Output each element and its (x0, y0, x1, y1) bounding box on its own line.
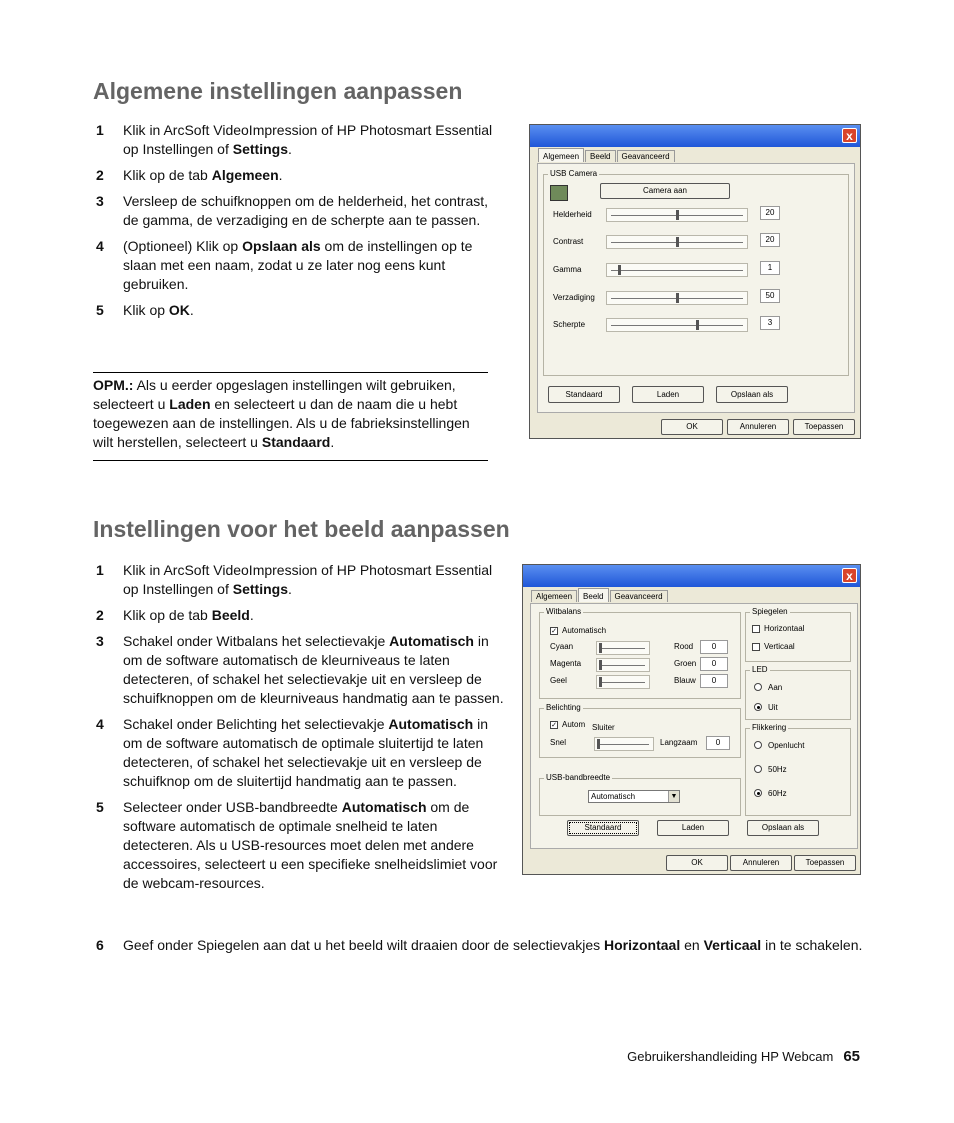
slider-thumb[interactable] (676, 237, 679, 247)
settings-dialog-general (529, 124, 861, 439)
step-number: 1 (96, 562, 104, 578)
radio-label: Aan (768, 683, 783, 692)
step-bold: Automatisch (389, 633, 474, 649)
tab-algemeen[interactable]: Algemeen (531, 590, 577, 602)
slider-thumb[interactable] (599, 643, 602, 653)
slider-value[interactable]: 3 (760, 316, 780, 330)
step-number: 4 (96, 238, 104, 254)
group-label: Belichting (546, 703, 581, 712)
step-number: 2 (96, 167, 104, 183)
group-label: Spiegelen (752, 607, 788, 616)
list-item (96, 121, 506, 159)
save-as-button[interactable]: Opslaan als (747, 820, 819, 836)
group-label: USB Camera (550, 169, 598, 178)
led-group (745, 665, 851, 720)
note-bold: Standaard (261, 434, 331, 450)
outdoor-radio[interactable] (754, 741, 762, 749)
apply-button[interactable]: Toepassen (793, 419, 855, 435)
step-text: Klik op de tab (123, 607, 212, 623)
step-text-end: . (249, 607, 254, 623)
save-as-button[interactable]: Opslaan als (716, 386, 788, 403)
note-text: . (330, 434, 335, 450)
slow-label: Langzaam (660, 738, 698, 747)
step-number: 5 (96, 799, 104, 815)
step-text-end: in om de software automatisch de optimale sluitertijd te laten detecteren, of schakel het selectievakje uit en versleep de schuifknop om de sluitertijd handmatig aan te passen. (123, 716, 488, 789)
step-text-end: . (287, 581, 292, 597)
page-number: 65 (843, 1048, 860, 1065)
shutter-slider[interactable] (594, 737, 654, 751)
step-bold: Opslaan als (242, 238, 321, 254)
general-steps-list (96, 121, 506, 327)
dialog-titlebar (530, 125, 860, 147)
step-text-end: in om de software automatisch de kleurniveaus te laten detecteren, of schakel het selectievakje uit en versleep de schuifknoppen om de kleurniveaus handmatig aan te passen. (123, 633, 504, 706)
step-bold: OK (168, 302, 190, 318)
step-number: 2 (96, 607, 104, 623)
list-item (96, 301, 506, 320)
dialog-tabs (531, 590, 669, 602)
list-item (96, 936, 866, 955)
slider-scherpte[interactable] (606, 318, 748, 332)
step-text: Selecteer onder USB-bandbreedte (123, 799, 342, 815)
slider-label: Scherpte (553, 320, 586, 329)
select-value: Automatisch (591, 792, 636, 801)
color-left-label: Geel (550, 676, 567, 685)
list-item (96, 632, 506, 708)
radio-label: 50Hz (768, 765, 787, 774)
step-bold: Settings (232, 141, 288, 157)
slider-label: Gamma (553, 265, 582, 274)
color-right-label: Blauw (674, 676, 696, 685)
dialog-titlebar (523, 565, 860, 587)
step-text: Versleep de schuifknoppen om de helderheid, het contrast, de gamma, de verzadiging en de scherpte aan te passen. (123, 193, 489, 228)
cancel-button[interactable]: Annuleren (730, 855, 792, 871)
slider-label: Contrast (553, 237, 584, 246)
note-text: en selecteert u dan de naam die u hebt toegewezen aan de instellingen. Als u de fabrieksinstellingen wilt herstellen, selecteert u (93, 396, 470, 450)
color-right-label: Groen (674, 659, 697, 668)
color-slider[interactable] (596, 658, 650, 672)
step-number: 4 (96, 716, 104, 732)
group-label: Flikkering (752, 723, 787, 732)
radio-label: 60Hz (768, 789, 787, 798)
auto-white-balance-checkbox[interactable]: ✓ (551, 628, 557, 635)
slider-thumb[interactable] (696, 320, 699, 330)
slider-verzadiging[interactable] (606, 291, 748, 305)
step-text: Geef onder Spiegelen aan dat u het beeld wilt draaien door de selectievakjes (123, 937, 604, 953)
step-text-end: . (287, 141, 292, 157)
chevron-down-icon: ▼ (668, 791, 679, 802)
color-slider[interactable] (596, 641, 650, 655)
step-text: Schakel onder Witbalans het selectievakje (123, 633, 390, 649)
cancel-button[interactable]: Annuleren (727, 419, 789, 435)
step-text: en (680, 937, 704, 953)
step-number: 3 (96, 193, 104, 209)
color-right-label: Rood (674, 642, 694, 651)
list-item (96, 192, 506, 230)
step-bold: Verticaal (703, 937, 762, 953)
step-bold: Settings (232, 581, 288, 597)
checkbox-label: Autom (562, 720, 586, 729)
slider-value[interactable]: 50 (760, 289, 780, 303)
list-item (96, 237, 506, 294)
60hz-radio[interactable] (754, 789, 762, 797)
slider-label: Verzadiging (553, 293, 595, 302)
50hz-radio[interactable] (754, 765, 762, 773)
color-value[interactable]: 0 (700, 657, 728, 671)
step-text: Klik op de tab (123, 167, 212, 183)
close-button[interactable]: x (842, 128, 857, 143)
note-bold: Laden (169, 396, 211, 412)
step-number: 3 (96, 633, 104, 649)
slider-helderheid[interactable] (606, 208, 748, 222)
list-item (96, 715, 506, 791)
color-value[interactable]: 0 (700, 674, 728, 688)
group-label: LED (752, 665, 768, 674)
flicker-group (745, 723, 851, 816)
step-bold: Automatisch (341, 799, 427, 815)
slider-contrast[interactable] (606, 235, 748, 249)
footer-text: Gebruikershandleiding HP Webcam (627, 1049, 834, 1064)
section-title-general: Algemene instellingen aanpassen (93, 78, 463, 104)
shutter-label: Sluiter (592, 723, 615, 732)
exposure-group (539, 703, 741, 758)
white-balance-group (539, 607, 741, 699)
note-label: OPM.: (93, 377, 134, 393)
radio-label: Uit (768, 703, 778, 712)
step-bold: Beeld (211, 607, 250, 623)
list-item (96, 798, 506, 893)
slider-value[interactable]: 1 (760, 261, 780, 275)
image-steps-list-cont (96, 936, 866, 962)
usb-bandwidth-group (539, 773, 741, 816)
usb-bandwidth-select[interactable] (588, 790, 680, 803)
tab-algemeen[interactable]: Algemeen (538, 148, 584, 162)
apply-button[interactable]: Toepassen (794, 855, 856, 871)
ok-button[interactable]: OK (661, 419, 723, 435)
step-text: Klik in ArcSoft VideoImpression of HP Photosmart Essential op Instellingen of (123, 562, 493, 597)
slider-thumb[interactable] (597, 739, 600, 749)
color-value[interactable]: 0 (700, 640, 728, 654)
tab-beeld[interactable]: Beeld (585, 150, 615, 162)
section-title-image: Instellingen voor het beeld aanpassen (93, 516, 510, 542)
led-off-radio[interactable] (754, 703, 762, 711)
step-text-end: . (189, 302, 194, 318)
step-bold: Algemeen (211, 167, 279, 183)
list-item (96, 561, 506, 599)
slider-label: Helderheid (553, 210, 592, 219)
fast-label: Snel (550, 738, 567, 747)
step-text-end: . (278, 167, 283, 183)
vertical-checkbox[interactable] (752, 643, 760, 651)
step-text-end: om de instellingen op te slaan met een naam, zodat u ze later nog eens kunt gebruiken. (123, 238, 473, 292)
checkbox-label: Verticaal (764, 642, 795, 651)
slider-value[interactable]: 20 (760, 206, 780, 220)
color-slider[interactable] (596, 675, 650, 689)
camera-icon (550, 185, 568, 201)
standard-button[interactable]: Standaard (548, 386, 620, 403)
ok-button[interactable]: OK (666, 855, 728, 871)
slider-thumb[interactable] (676, 210, 679, 220)
load-button[interactable]: Laden (657, 820, 729, 836)
tab-geavanceerd[interactable]: Geavanceerd (610, 590, 668, 602)
list-item (96, 606, 506, 625)
standard-button[interactable]: Standaard (567, 820, 639, 836)
group-label: Witbalans (546, 607, 582, 616)
step-text: Schakel onder Belichting het selectievakje (123, 716, 389, 732)
image-steps-list (96, 561, 506, 900)
step-number: 1 (96, 122, 104, 138)
dialog-tabs (538, 150, 676, 162)
tab-beeld[interactable]: Beeld (578, 588, 608, 602)
slider-thumb[interactable] (599, 677, 602, 687)
page-footer (627, 1048, 860, 1065)
checkbox-label: Horizontaal (764, 624, 805, 633)
slider-gamma[interactable] (606, 263, 748, 277)
camera-on-button[interactable]: Camera aan (600, 183, 730, 199)
checkbox-label: Automatisch (562, 626, 607, 635)
step-number: 6 (96, 937, 104, 953)
slider-value[interactable]: 20 (760, 233, 780, 247)
note-box (93, 372, 488, 461)
close-button[interactable]: x (842, 568, 857, 583)
step-bold: Horizontaal (604, 937, 681, 953)
shutter-value[interactable]: 0 (706, 736, 730, 750)
group-label: USB-bandbreedte (546, 773, 611, 782)
step-text: (Optioneel) Klik op (123, 238, 243, 254)
slider-thumb[interactable] (618, 265, 621, 275)
mirror-group (745, 607, 851, 662)
step-bold: Automatisch (388, 716, 474, 732)
color-left-label: Magenta (550, 659, 582, 668)
slider-thumb[interactable] (599, 660, 602, 670)
tab-panel (530, 603, 858, 849)
tab-geavanceerd[interactable]: Geavanceerd (617, 150, 675, 162)
radio-label: Openlucht (768, 741, 805, 750)
auto-exposure-checkbox[interactable]: ✓ (551, 722, 557, 729)
slider-thumb[interactable] (676, 293, 679, 303)
step-text-end: om de software automatisch de optimale snelheid te laten detecteren. Als u USB-resources moet delen met andere accessoires, selecteert u een specifieke snelheidslimiet voor de webcam-resources. (123, 799, 498, 891)
settings-dialog-image (522, 564, 861, 875)
step-text: Klik op (123, 302, 169, 318)
step-text-end: in te schakelen. (761, 937, 863, 953)
horizontal-checkbox[interactable] (752, 625, 760, 633)
step-text: Klik in ArcSoft VideoImpression of HP Photosmart Essential op Instellingen of (123, 122, 493, 157)
step-number: 5 (96, 302, 104, 318)
load-button[interactable]: Laden (632, 386, 704, 403)
color-left-label: Cyaan (550, 642, 574, 651)
list-item (96, 166, 506, 185)
note-text: Als u eerder opgeslagen instellingen wilt gebruiken, selecteert u (93, 377, 456, 412)
tab-panel (537, 163, 855, 413)
led-on-radio[interactable] (754, 683, 762, 691)
